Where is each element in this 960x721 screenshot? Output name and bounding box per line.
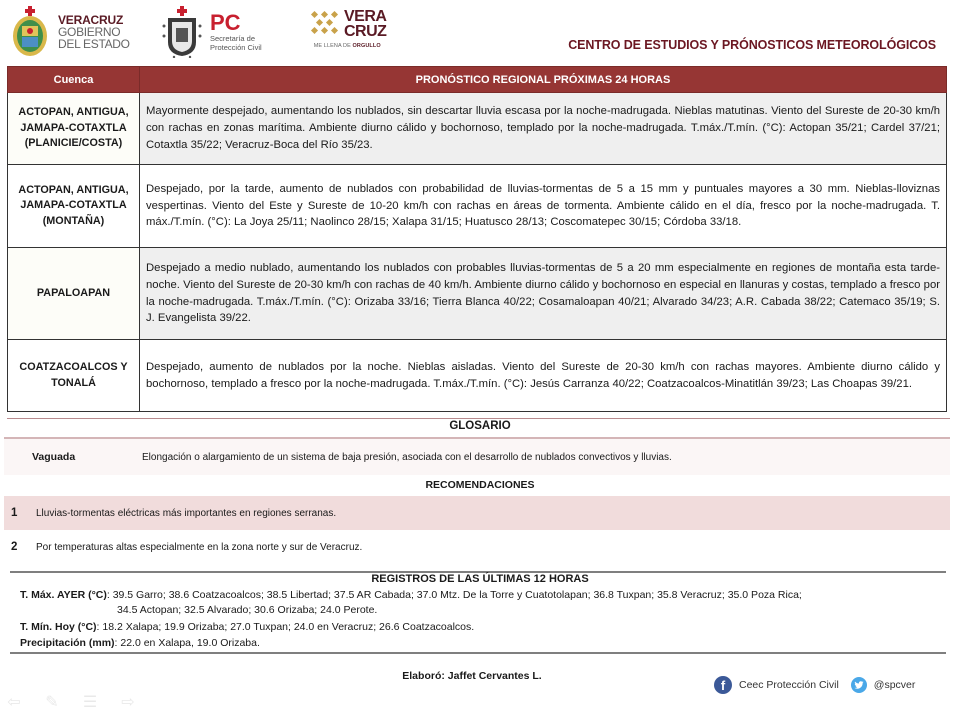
registros-tmin [20,620,474,635]
gov-logo-line1: VERACRUZ [58,13,124,27]
recommendation-number: 1 [11,507,18,519]
tmax-values: : 39.5 Garro; 38.6 Coatzacoalcos; 38.5 Libertad; 37.5 AR Cabada; 37.0 Mtz. De la Torre y Cuatotolapan; 36.8 Tuxpan; 35.8 Veracruz; 35.0 Poza Rica; [106,589,802,601]
column-header-cuenca: Cuenca [8,67,140,93]
pronostico-cell: Despejado, por la tarde, aumento de nublados con probabilidad de lluvias-tormentas de 5 a 15 mm y puntuales mayores a 30 mm. Nieblas-lloviznas vespertinas. Viento del Este y Sureste de 10-20 km/h con rachas en áreas de tormenta. Ambiente cálido en el día, fresco por la noche-madrugada. T. máx./T.mín. (°C): La Joya 25/11; Naolinco 28/15; Xalapa 31/15; Huatusco 28/13; Coscomatepec 30/15; Córdoba 33/18. [140,165,947,248]
table-row [8,340,947,412]
slide-nav-controls [4,694,138,710]
registros-tmax-cont: 34.5 Actopan; 32.5 Alvarado; 30.6 Orizaba; 24.0 Perote. [117,604,378,616]
veracruz-pattern-icon [308,8,340,40]
glosario-entry [4,439,950,475]
twitter-icon[interactable] [851,677,867,693]
cuenca-cell: ACTOPAN, ANTIGUA, JAMAPA-COTAXTLA (PLANICIE/COSTA) [8,93,140,165]
prec-values: : 22.0 en Xalapa, 19.0 Orizaba. [114,637,260,649]
pronostico-cell: Despejado, aumento de nublados por la noche. Nieblas aisladas. Viento del Sureste de 20-30 km/h con rachas mayores. Ambiente diurno cálido y bochornoso, templado a fresco por la noche-madrugada. T.máx./T.mín. (°C): Jesús Carranza 40/22; Coatzacoalcos-Minatitlán 39/23; Las Choapas 39/21. [140,340,947,412]
page-title: CENTRO DE ESTUDIOS Y PRÓNOSTICOS METEOROLÓGICOS [568,38,936,52]
divider [7,418,950,419]
glosario-title: GLOSARIO [449,420,511,432]
pc-logo-title: PC [210,10,241,35]
arrow-right-icon[interactable]: ⇨ [121,694,135,711]
menu-icon[interactable]: ☰ [82,694,98,711]
vc-logo-line2: CRUZ [344,23,387,40]
vc-slogan-bold: ORGULLO [352,43,381,49]
registros-title: REGISTROS DE LAS ÚLTIMAS 12 HORAS [371,573,589,585]
table-row [8,93,947,165]
tmin-label: T. Mín. Hoy (°C) [20,621,97,633]
social-links [714,676,915,694]
table-row [8,165,947,248]
forecast-table [7,66,947,412]
arrow-left-icon[interactable]: ⇦ [7,694,21,711]
vc-logo-line1: VERA [344,8,387,25]
page-header [0,0,960,66]
glosario-definition: Elongación o alargamiento de un sistema de baja presión, asociada con el desarrollo de nublados convectivos y lluvias. [142,451,672,463]
elaboro-credit: Elaboró: Jaffet Cervantes L. [402,670,542,682]
pc-logo-line1: Secretaría de [210,34,256,43]
tmax-label: T. Máx. AYER (°C) [20,589,107,601]
divider [10,652,946,654]
pronostico-cell: Mayormente despejado, aumentando los nublados, sin descartar lluvia escasa por la noche-madrugada. Nieblas matutinas. Viento del Sureste de 20-30 km/h con rachas en zonas marítima. Ambiente diurno cálido y bochornoso, templado por la noche-madrugada. T.máx./T.mín. (°C): Actopan 35/21; Cardel 37/21; Cotaxtla 35/22; Veracruz-Boca del Río 35/23. [140,93,947,165]
prec-label: Precipitación (mm) [20,637,115,649]
pc-logo-line2: Protección Civil [210,43,262,52]
recommendation-text: Lluvias-tormentas eléctricas más importantes en regiones serranas. [36,507,337,519]
pc-shield-icon [162,6,202,58]
table-row [8,248,947,340]
vc-slogan-prefix: ME LLENA DE [313,43,353,49]
cuenca-cell: COATZACOALCOS Y TONALÁ [8,340,140,412]
facebook-icon[interactable]: f [714,676,732,694]
vc-logo-slogan [314,43,381,49]
registros-tmax [20,588,930,603]
tmin-values: : 18.2 Xalapa; 19.9 Orizaba; 27.0 Tuxpan; 24.0 en Veracruz; 26.6 Coatzacoalcos. [96,621,475,633]
veracruz-government-logo [10,6,130,58]
facebook-link[interactable]: Ceec Protección Civil [739,679,839,691]
recommendation-item [4,496,950,530]
table-header-row [8,67,947,93]
registros-precipitacion [20,636,260,651]
twitter-link[interactable]: @spcver [873,679,916,691]
recomendaciones-title: RECOMENDACIONES [425,479,535,491]
pronostico-cell: Despejado a medio nublado, aumentando los nublados con probables lluvias-tormentas de 5 a 20 mm especialmente en regiones de montaña esta tarde-noche. Viento del Sureste de 20-30 km/h con rachas de 40 km/h. Ambiente diurno cálido y bochornoso en especial en llanuras y costas, templado a fresco por la noche-madrugada. T.máx./T.mín. (°C): Orizaba 33/16; Tierra Blanca 40/22; Cosamaloapan 40/21; Alvarado 34/23; A.R. Cabada 38/22; Catemaco 35/19; S. J. Evangelista 39/22. [140,248,947,340]
veracruz-brand-logo [308,8,386,49]
coat-of-arms-icon [10,6,50,58]
gov-logo-line2: GOBIERNO [58,25,121,39]
glosario-term: Vaguada [32,451,76,463]
recommendation-item [4,530,950,564]
proteccion-civil-logo [162,6,262,58]
recommendation-text: Por temperaturas altas especialmente en la zona norte y sur de Veracruz. [36,541,363,553]
recommendation-number: 2 [11,541,18,553]
pen-icon[interactable]: ✎ [45,694,59,711]
column-header-pronostico: PRONÓSTICO REGIONAL PRÓXIMAS 24 HORAS [140,67,947,93]
cuenca-cell: PAPALOAPAN [8,248,140,340]
gov-logo-line3: DEL ESTADO [58,37,130,51]
cuenca-cell: ACTOPAN, ANTIGUA, JAMAPA-COTAXTLA (MONTAÑA) [8,165,140,248]
